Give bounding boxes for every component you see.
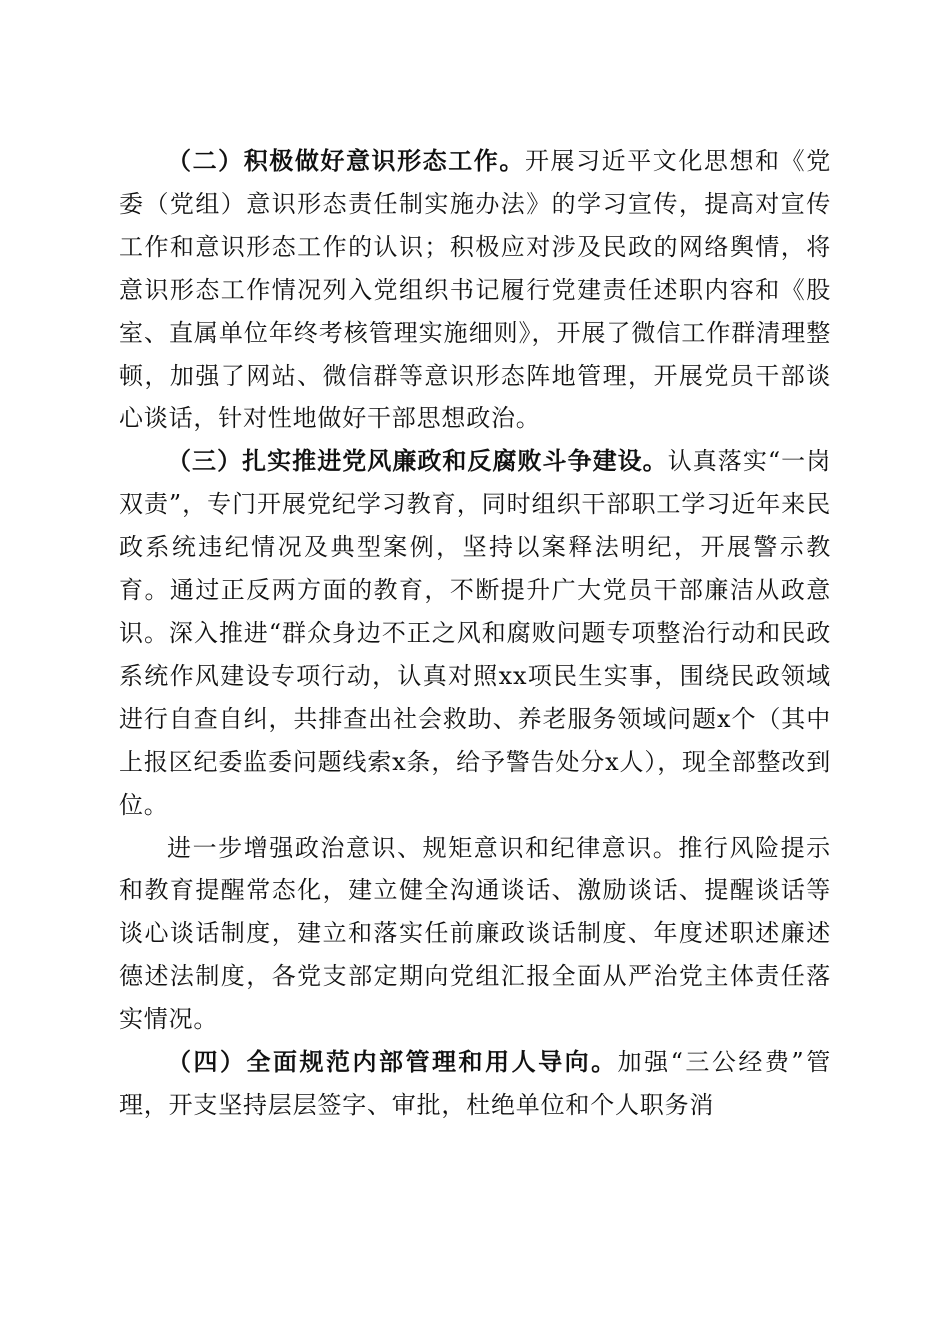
section-heading-4: （四）全面规范内部管理和用人导向。 [167, 1047, 618, 1077]
section-heading-3: （三）扎实推进党风廉政和反腐败斗争建设。 [167, 446, 668, 476]
section-heading-2: （二）积极做好意识形态工作。 [167, 146, 525, 175]
paragraph-internal-management [119, 1041, 831, 1127]
document-body [119, 140, 831, 1127]
paragraph-text: 开展习近平文化思想和《党委（党组）意识形态责任制实施办法》的学习宣传，提高对宣传工作和意识形态工作的认识；积极应对涉及民政的网络舆情，将意识形态工作情况列入党组织书记履行党建责任述职内容和《股室、直属单位年终考核管理实施细则》，开展了微信工作群清理整顿，加强了网站、微信群等意识形态阵地管理，开展党员干部谈心谈话，针对性地做好干部思想政治。 [119, 147, 831, 433]
paragraph-text: 认真落实“一岗双责”，专门开展党纪学习教育，同时组织干部职工学习近年来民政系统违纪情况及典型案例，坚持以案释法明纪，开展警示教育。通过正反两方面的教育，不断提升广大党员干部廉洁从政意识。深入推进“群众身边不正之风和腐败问题专项整治行动和民政系统作风建设专项行动，认真对照xx项民生实事，围绕民政领域进行自查自纠，共排查出社会救助、养老服务领域问题x个（其中上报区纪委监委问题线索x条，给予警告处分x人），现全部整改到位。 [119, 447, 832, 819]
paragraph-text: 加强“三公经费”管理，开支坚持层层签字、审批，杜绝单位和个人职务消 [119, 1048, 831, 1119]
paragraph-discipline-awareness [119, 827, 831, 1042]
paragraph-text: 进一步增强政治意识、规矩意识和纪律意识。推行风险提示和教育提醒常态化，建立健全沟通谈话、激励谈话、提醒谈话等谈心谈话制度，建立和落实任前廉政谈话制度、年度述职述廉述德述法制度，各党支部定期向党组汇报全面从严治党主体责任落实情况。 [119, 833, 831, 1034]
paragraph-ideology-work [119, 140, 831, 440]
paragraph-anti-corruption [119, 440, 831, 826]
